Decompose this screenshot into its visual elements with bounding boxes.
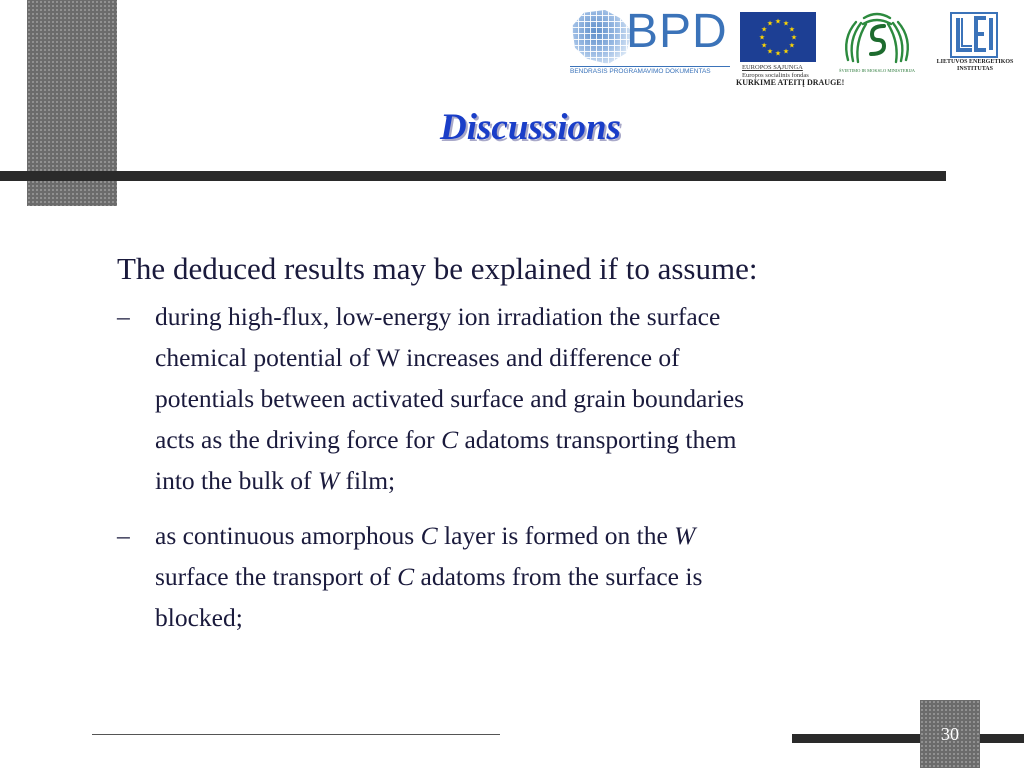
bpd-logo xyxy=(568,5,730,78)
lei-caption-line2: INSTITUTAS xyxy=(957,66,993,72)
slide-title: Discussions xyxy=(440,107,621,148)
bullet-text: film; xyxy=(339,466,396,495)
bpd-logo-caption: BENDRASIS PROGRAMAVIMO DOKUMENTAS xyxy=(570,66,730,75)
eu-caption-line2: Europos socialinis fondas xyxy=(742,72,809,79)
symbol-c: C xyxy=(397,562,415,591)
bullet-text: chemical potential of W increases and difference of xyxy=(155,343,680,372)
intro-text: The deduced results may be explained if to assume: xyxy=(117,251,758,286)
eu-star-icon: ★ xyxy=(766,19,774,28)
bullet-line xyxy=(155,460,967,501)
bullet-line xyxy=(155,419,967,460)
bullet-text: during high-flux, low-energy ion irradiation the surface xyxy=(155,302,721,331)
eu-star-icon: ★ xyxy=(758,33,766,42)
lithuania-map-icon xyxy=(572,10,632,64)
bullet-list xyxy=(117,296,967,638)
eu-star-icon: ★ xyxy=(774,49,782,58)
symbol-c: C xyxy=(420,521,438,550)
bullet-line xyxy=(155,597,967,638)
symbol-w: W xyxy=(317,466,340,495)
bullet-item xyxy=(117,296,967,501)
symbol-w: W xyxy=(674,521,696,550)
bullet-text: as continuous amorphous xyxy=(155,521,421,550)
eu-star-icon: ★ xyxy=(760,25,768,34)
bullet-line xyxy=(155,378,967,419)
bullet-dash: – xyxy=(117,302,130,331)
ministry-logo-caption: ŠVIETIMO IR MOKSLO MINISTERIJA xyxy=(838,68,916,73)
lei-caption-line1: LIETUVOS ENERGETIKOS xyxy=(936,59,1014,65)
bullet-text: adatoms from the surface is xyxy=(414,562,703,591)
eu-star-icon: ★ xyxy=(788,25,796,34)
footer-rule xyxy=(92,734,500,735)
eu-star-icon: ★ xyxy=(760,41,768,50)
lei-logo xyxy=(930,12,1020,76)
lei-emblem-icon xyxy=(950,12,998,58)
page-number: 30 xyxy=(941,724,959,744)
bullet-line xyxy=(155,515,967,556)
bullet-text: adatoms transporting them xyxy=(458,425,737,454)
slogan-text: KURKIME ATEITĮ DRAUGE! xyxy=(736,78,845,87)
eu-caption-line1: EUROPOS SĄJUNGA xyxy=(742,64,803,71)
bpd-logo-letters: BPD xyxy=(626,5,728,58)
eu-star-icon: ★ xyxy=(782,47,790,56)
bullet-text: layer is formed on the xyxy=(437,521,675,550)
bullet-line xyxy=(155,337,967,378)
eu-star-icon: ★ xyxy=(766,47,774,56)
eu-star-icon: ★ xyxy=(790,33,798,42)
bullet-line xyxy=(155,556,967,597)
symbol-c: C xyxy=(441,425,459,454)
lei-logo-caption xyxy=(930,59,1020,73)
footer-bar xyxy=(792,734,1024,743)
slide-body xyxy=(117,248,967,652)
eu-flag-icon xyxy=(740,12,816,62)
bullet-text: surface the transport of xyxy=(155,562,398,591)
ministry-logo xyxy=(832,12,922,76)
bullet-line xyxy=(155,296,967,337)
bullet-text: into the bulk of xyxy=(155,466,318,495)
bullet-text: blocked; xyxy=(155,603,243,632)
eu-star-icon: ★ xyxy=(782,19,790,28)
bullet-item xyxy=(117,515,967,638)
bullet-text: potentials between activated surface and grain boundaries xyxy=(155,384,745,413)
bullet-dash: – xyxy=(117,521,130,550)
eu-logo xyxy=(740,12,818,88)
eu-star-icon: ★ xyxy=(774,17,782,26)
eu-star-icon: ★ xyxy=(788,41,796,50)
ministry-emblem-icon xyxy=(838,12,916,64)
bullet-text: acts as the driving force for xyxy=(155,425,442,454)
header-rule xyxy=(0,171,946,181)
